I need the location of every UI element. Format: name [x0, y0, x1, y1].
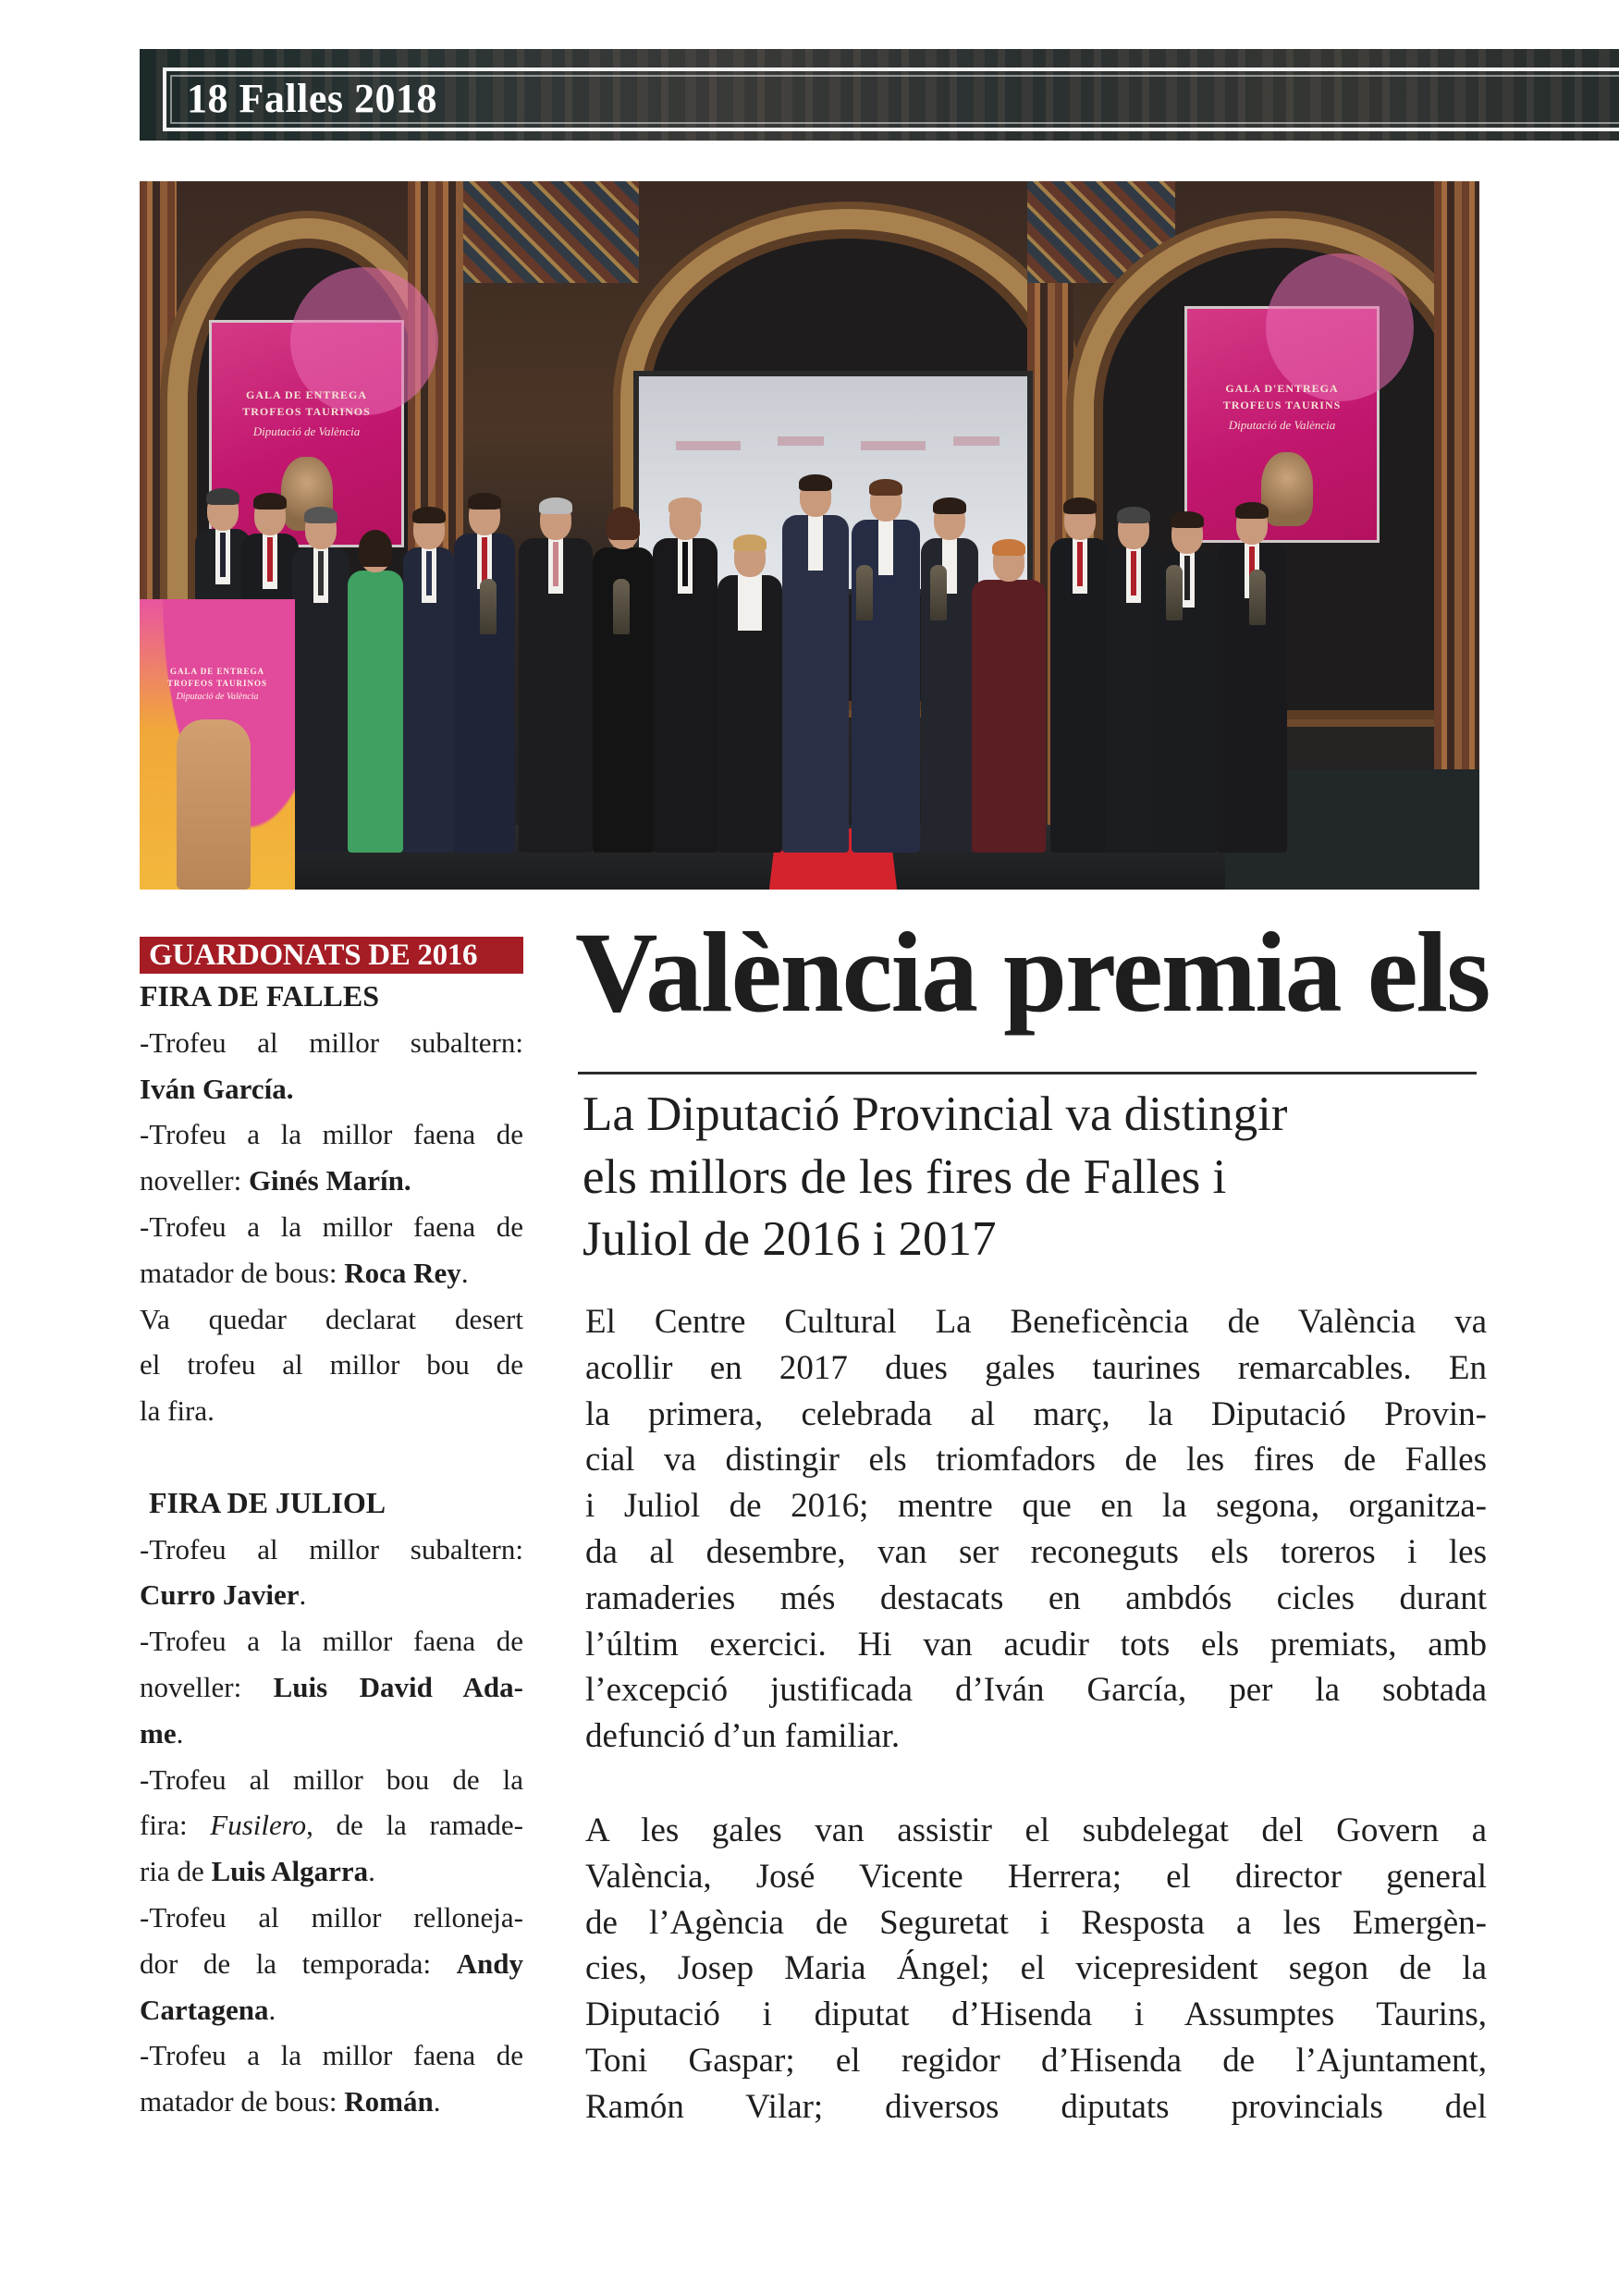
article-headline: València premia els — [575, 909, 1490, 1036]
paragraph-line: Diputació i diputat d’Hisenda i Assumptes Taurins, — [585, 1995, 1487, 2034]
gala-group-photo — [140, 181, 1479, 890]
photo-person — [403, 510, 455, 853]
winner-name: Luis Algarra — [211, 1855, 369, 1888]
award-line — [140, 1111, 523, 1158]
award-line — [140, 2079, 523, 2125]
photo-person — [782, 478, 849, 853]
award-text: -Trofeu a la millor faena de — [140, 2039, 523, 2072]
award-line — [140, 1020, 523, 1066]
award-text: fira: — [140, 1809, 211, 1842]
award-text: -Trofeu a la millor faena de — [140, 1118, 523, 1151]
winner-name: Curro Javier — [140, 1578, 300, 1612]
photo-trophy — [856, 565, 873, 620]
winner-name: Román — [344, 2085, 434, 2118]
award-text: dor de la temporada: — [140, 1946, 457, 1980]
award-text: -Trofeu al millor bou de la — [140, 1762, 523, 1796]
award-text: el trofeu al millor bou de — [140, 1348, 523, 1381]
award-line — [140, 1941, 523, 1987]
award-line — [140, 1296, 523, 1343]
paragraph-line: acollir en 2017 dues gales taurines remarcables. En — [585, 1348, 1487, 1387]
fira-falles-list — [140, 1020, 523, 1434]
page-number-and-section-title: 18 Falles 2018 — [187, 76, 437, 121]
winner-name: Cartagena — [140, 1993, 269, 2026]
banner-signature: Diputació de València — [1228, 418, 1336, 432]
subheading-line: els millors de les fires de Falles i — [583, 1149, 1227, 1204]
photo-pillar — [1434, 181, 1479, 829]
photo-trophy — [930, 565, 947, 620]
award-text: . — [460, 1256, 469, 1289]
award-text: noveller: — [140, 1670, 274, 1703]
banner-text: TROFEUS TAURINS — [1222, 399, 1342, 411]
paragraph-line: A les gales van assistir el subdelegat del Govern a — [585, 1811, 1487, 1849]
award-text: matador de bous: — [140, 2085, 345, 2118]
photo-person — [593, 510, 654, 853]
paragraph-line: cial va distingir els triomfadors de les fires de Falles — [585, 1441, 1487, 1480]
award-line — [140, 1342, 523, 1388]
banner-torero-figure — [177, 719, 251, 890]
award-text: noveller: — [140, 1164, 249, 1197]
award-text: , de la ramade- — [306, 1809, 523, 1842]
bull-name: Fusilero — [210, 1809, 307, 1842]
awards-label: GUARDONATS DE 2016 — [140, 937, 523, 974]
awards-sidebar — [140, 937, 523, 2125]
photo-trophy — [613, 579, 630, 634]
photo-person — [718, 538, 782, 853]
fira-juliol-list — [140, 1527, 523, 2125]
award-text: -Trofeu al millor subaltern: — [140, 1025, 523, 1059]
photo-person — [972, 543, 1046, 853]
award-line — [140, 1204, 523, 1250]
award-line — [140, 1066, 523, 1112]
headline-rule — [578, 1072, 1477, 1074]
photo-person — [1106, 510, 1161, 853]
award-line — [140, 1757, 523, 1803]
award-line — [140, 2032, 523, 2079]
fira-juliol-heading: FIRA DE JULIOL — [149, 1485, 386, 1519]
photo-trophy — [1166, 565, 1183, 620]
photo-person — [519, 501, 593, 853]
paragraph-line: ramaderies més destacats en ambdós cicles durant — [585, 1578, 1487, 1617]
photo-person — [1157, 515, 1218, 853]
subheading-line: Juliol de 2016 i 2017 — [583, 1212, 997, 1266]
winner-name: Ginés Marín. — [248, 1164, 411, 1197]
award-line — [140, 1527, 523, 1573]
winner-name: Luis David Ada- — [273, 1670, 523, 1703]
article-paragraph-2 — [585, 1808, 1487, 2130]
award-text: . — [299, 1578, 307, 1612]
award-text: matador de bous: — [140, 1256, 345, 1289]
banner-text: GALA D'ENTREGA — [1225, 382, 1339, 395]
photo-person — [1217, 506, 1287, 853]
award-line — [140, 1711, 523, 1757]
paragraph-line: i Juliol de 2016; mentre que en la segona, organitza- — [585, 1487, 1487, 1526]
screen-logo — [778, 436, 824, 446]
banner-curve — [1266, 253, 1414, 401]
award-text: . — [268, 1993, 276, 2026]
photo-person — [852, 483, 920, 853]
screen-logo — [861, 441, 926, 450]
header-frame — [163, 68, 1619, 131]
award-line — [140, 1250, 523, 1296]
paragraph-line: València, José Vicente Herrera; el director general — [585, 1857, 1487, 1896]
photo-person — [921, 501, 978, 853]
paragraph-line: la primera, celebrada al març, la Diputació Provin- — [585, 1394, 1487, 1433]
paragraph-line: defunció d’un familiar. — [585, 1717, 901, 1756]
article-subheading — [583, 1084, 1489, 1271]
award-line — [140, 1664, 523, 1711]
photo-tilework — [463, 181, 639, 283]
photo-person — [1050, 501, 1110, 853]
award-text: . — [176, 1716, 184, 1750]
paragraph-line: Toni Gaspar; el regidor d’Hisenda de l’Ajuntament, — [585, 2041, 1487, 2080]
paragraph-line: cies, Josep Maria Ángel; el vicepresident segon de la — [585, 1949, 1487, 1988]
paragraph-line: l’últim exercici. Hi van acudir tots els premiats, amb — [585, 1625, 1487, 1664]
photo-trophy — [480, 579, 497, 634]
banner-text: TROFEOS TAURINOS — [242, 405, 371, 418]
award-line — [140, 1895, 523, 1941]
article-paragraph-1 — [585, 1299, 1487, 1760]
award-line — [140, 1158, 523, 1204]
winner-name: Andy — [456, 1946, 523, 1980]
photo-podium-banner — [140, 599, 295, 890]
screen-logo — [676, 441, 741, 450]
page-header-band — [140, 49, 1619, 141]
photo-person — [292, 510, 350, 853]
subheading-line: La Diputació Provincial va distingir — [583, 1087, 1288, 1141]
paragraph-line: l’excepció justificada d’Iván García, per la sobtada — [585, 1671, 1487, 1710]
photo-person — [653, 501, 718, 853]
banner-text-line: GALA DE ENTREGA — [169, 667, 265, 676]
paragraph-line: de l’Agència de Seguretat i Resposta a les Emergèn- — [585, 1903, 1487, 1942]
banner-text — [140, 666, 295, 690]
winner-name: Iván García. — [140, 1072, 294, 1105]
award-text: . — [368, 1855, 375, 1888]
award-text: la fira. — [140, 1394, 215, 1428]
spacer — [140, 1434, 523, 1480]
award-text: . — [433, 2085, 441, 2118]
paragraph-line: El Centre Cultural La Beneficència de València va — [585, 1303, 1487, 1341]
award-text: -Trofeu al millor subaltern: — [140, 1532, 523, 1565]
banner-text: GALA DE ENTREGA — [245, 388, 368, 401]
award-text: ria de — [140, 1855, 212, 1888]
award-text: -Trofeu a la millor faena de — [140, 1209, 523, 1243]
award-line — [140, 1802, 523, 1848]
award-line — [140, 1388, 523, 1434]
winner-name: Roca Rey — [344, 1256, 461, 1289]
banner-signature: Diputació de València — [176, 692, 259, 702]
banner-signature: Diputació de València — [252, 424, 361, 438]
screen-logo — [953, 436, 1000, 446]
winner-name: me — [140, 1716, 177, 1750]
paragraph-line: Ramón Vilar; diversos diputats provincials del — [585, 2087, 1487, 2126]
award-line — [140, 1987, 523, 2033]
award-line — [140, 1848, 523, 1895]
paragraph-line: da al desembre, van ser reconeguts els toreros i les — [585, 1532, 1487, 1571]
fira-falles-heading: FIRA DE FALLES — [140, 979, 380, 1013]
photo-trophy — [1249, 570, 1266, 625]
award-line — [140, 1572, 523, 1618]
award-line — [140, 1618, 523, 1664]
award-text: -Trofeu a la millor faena de — [140, 1625, 523, 1658]
award-text: Va quedar declarat desert — [140, 1302, 523, 1335]
banner-text-line: TROFEOS TAURINOS — [167, 679, 267, 688]
photo-person — [348, 534, 403, 853]
photo-person — [454, 497, 515, 853]
award-text: -Trofeu al millor relloneja- — [140, 1900, 523, 1934]
